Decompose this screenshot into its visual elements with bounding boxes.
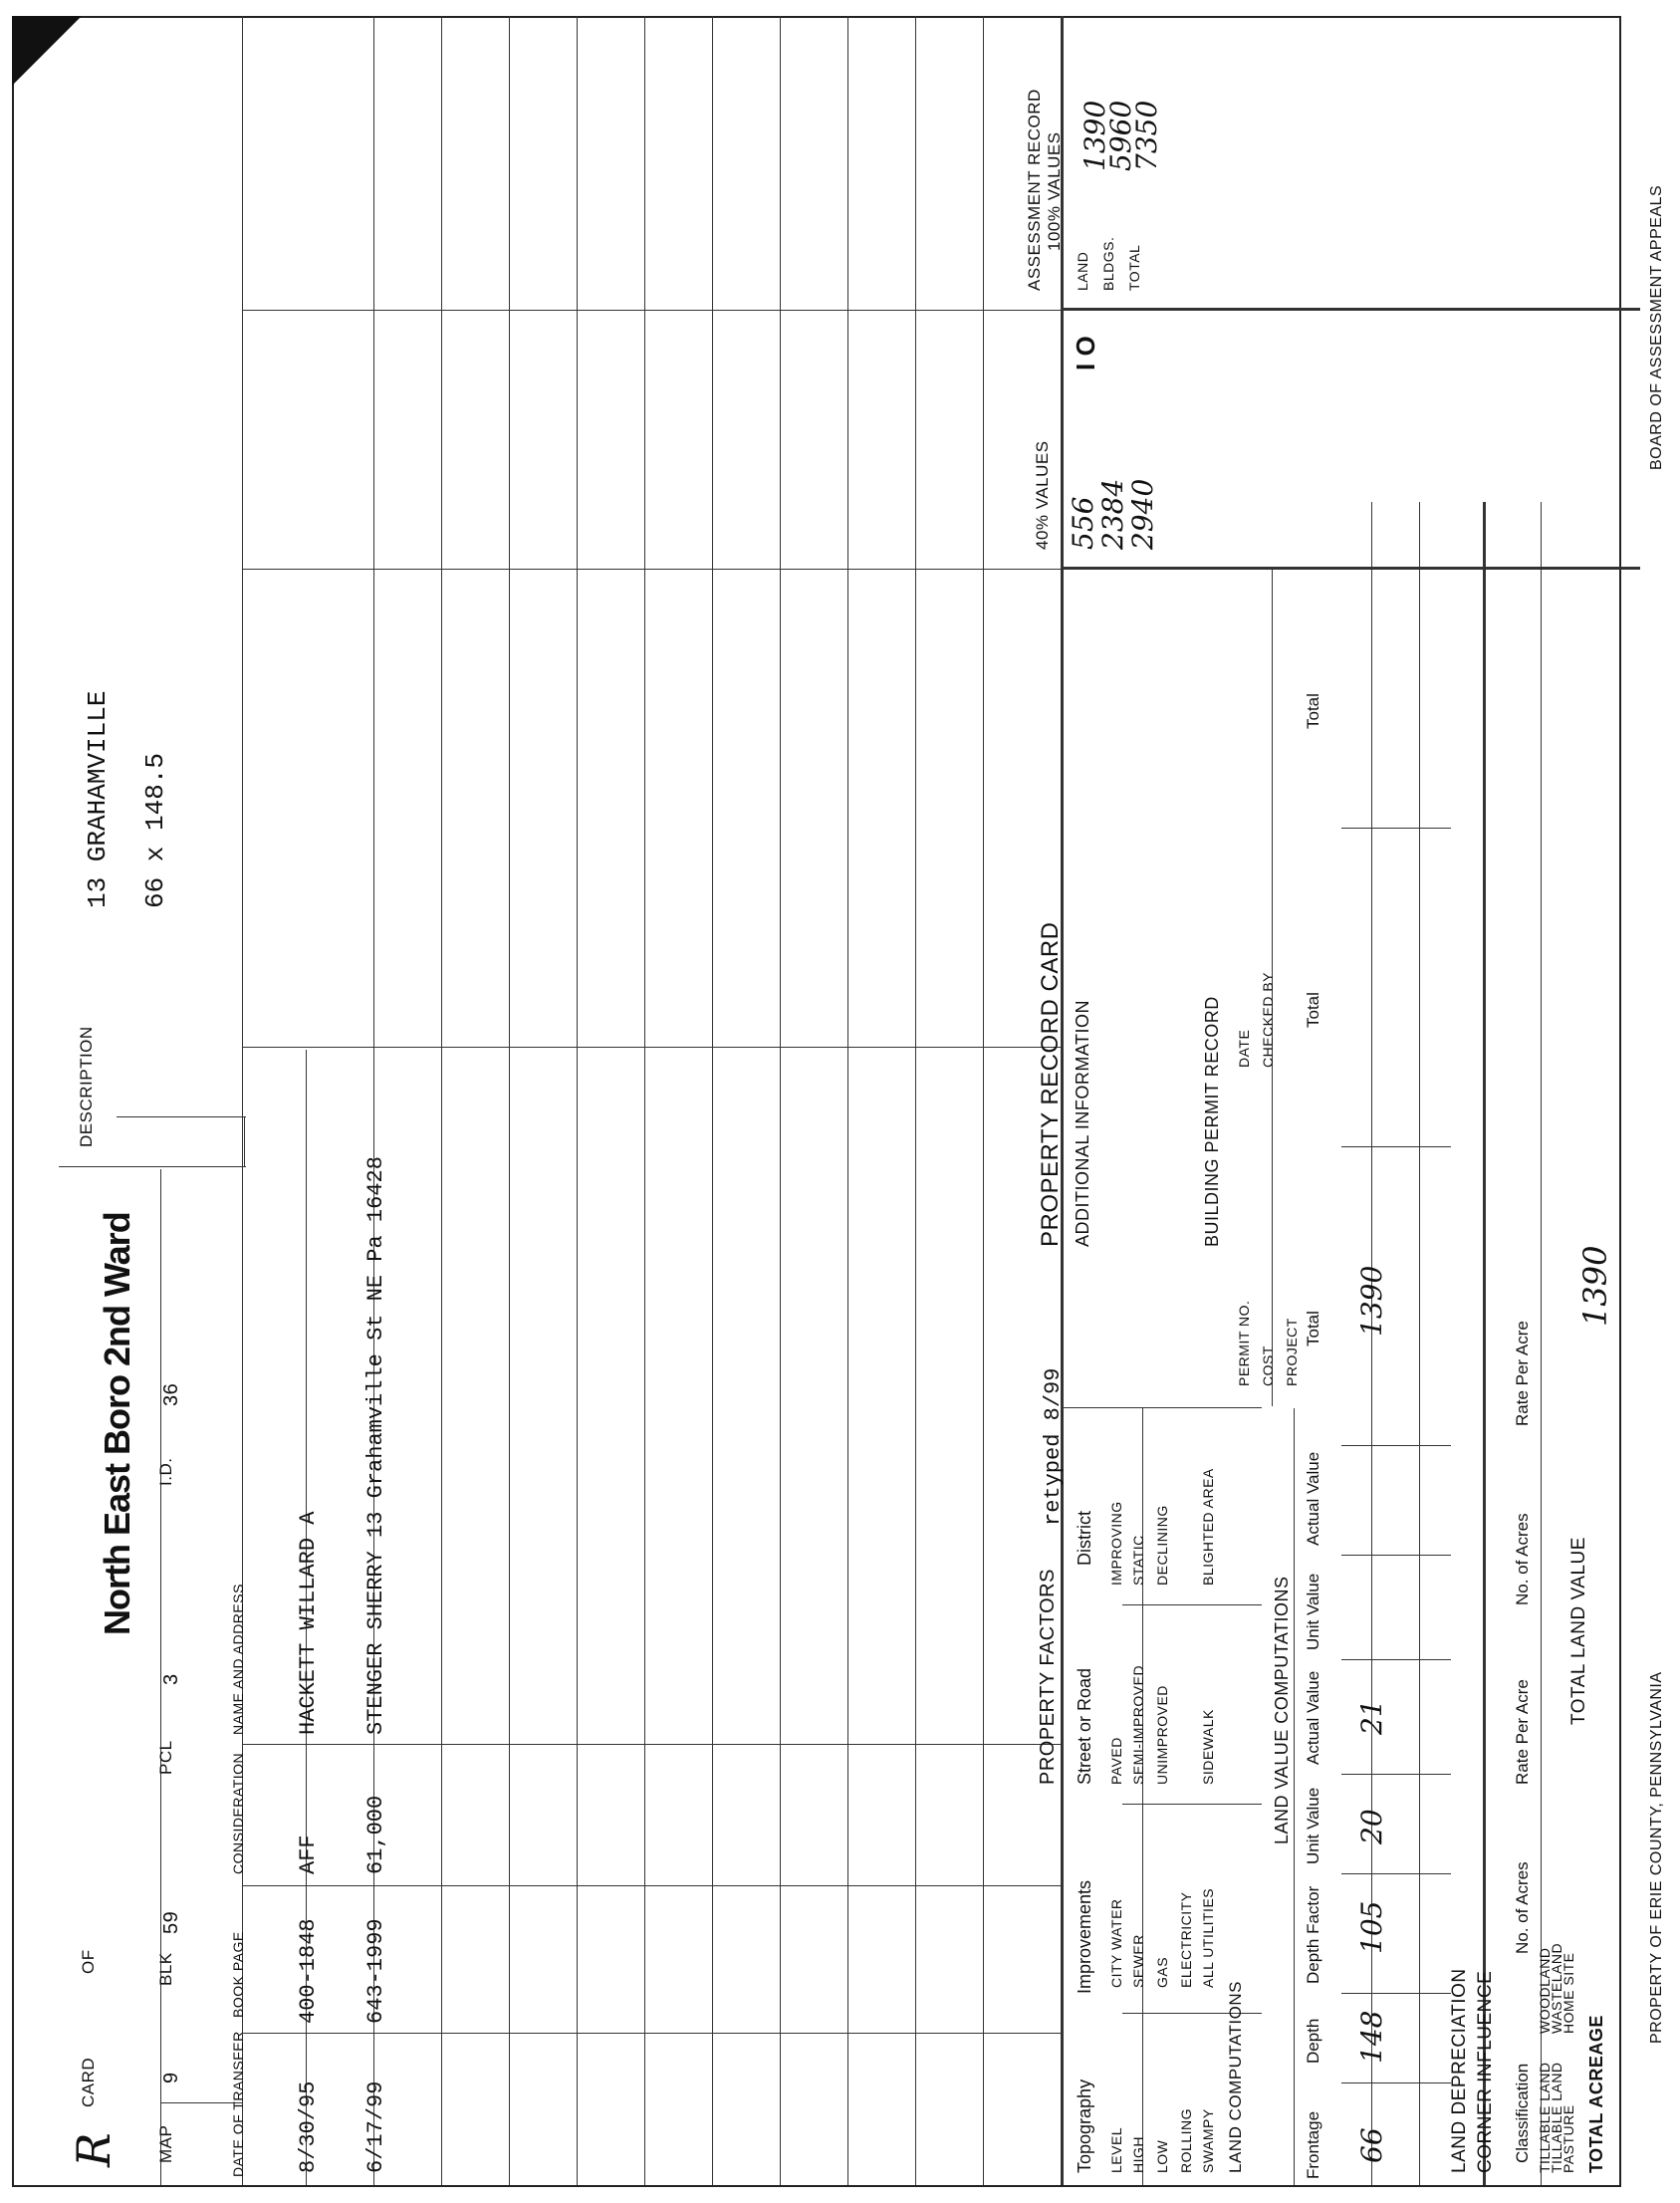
building-permit-label: BUILDING PERMIT RECORD (1202, 996, 1222, 1247)
rule (244, 1117, 245, 1167)
lv-depth-value: 148 (1355, 2010, 1388, 2064)
assessment-total-value: 7350 (1130, 100, 1163, 171)
assessment-land-label: LAND (1075, 251, 1090, 291)
rule (1419, 502, 1420, 2185)
land-computations-label: LAND COMPUTATIONS (1226, 1981, 1245, 2173)
map-value: 9 (160, 2072, 182, 2083)
rule (242, 2033, 1061, 2034)
rule (1341, 1555, 1451, 1556)
rule (1483, 502, 1486, 2185)
lv-unit-value: 20 (1355, 1809, 1388, 1844)
assessment-bldgs-value: 5960 (1104, 100, 1137, 171)
lv-depth-factor-value: 105 (1355, 1900, 1388, 1954)
page-title: North East Boro 2nd Ward (97, 1212, 137, 1635)
district-blighted: BLIGHTED AREA (1200, 1468, 1216, 1586)
forty-values-code: I O (1071, 336, 1100, 370)
improv-sewer: SEWER (1130, 1934, 1146, 1988)
assessment-bldgs-label: BLDGS. (1100, 236, 1116, 291)
street-unimproved: UNIMPROVED (1154, 1685, 1170, 1785)
rule (712, 16, 713, 2185)
forty-value-total: 2940 (1126, 478, 1159, 550)
rule (242, 1744, 1061, 1745)
lv-header-unit-value-2: Unit Value (1304, 1573, 1322, 1650)
acre-header-rate: Rate Per Acre (1513, 1679, 1532, 1785)
corner-influence-label: CORNER INFLUENCE (1475, 1970, 1496, 2173)
rule (1122, 1604, 1262, 1605)
card-frame (12, 16, 1621, 2187)
description-label: DESCRIPTION (77, 1026, 96, 1147)
rule (59, 1166, 246, 1167)
lv-header-depth-factor: Depth Factor (1304, 1885, 1322, 1984)
district-declining: DECLINING (1154, 1505, 1170, 1586)
land-value-title: LAND VALUE COMPUTATIONS (1272, 1576, 1292, 1844)
rule (644, 16, 645, 2185)
description-line-2: 66 x 148.5 (140, 752, 170, 908)
lv-header-actual-value: Actual Value (1304, 1670, 1322, 1765)
district-improving: IMPROVING (1108, 1501, 1124, 1586)
card-label: CARD (79, 2057, 98, 2107)
permit-checked-by-label: CHECKED BY (1260, 971, 1276, 1068)
pcl-value: 3 (160, 1673, 182, 1685)
class-woodland: WOODLAND (1537, 1947, 1553, 2034)
assessment-total-label: TOTAL (1126, 244, 1142, 291)
class-home-site: HOME SITE (1560, 1952, 1576, 2034)
pf-header-street: Street or Road (1075, 1667, 1094, 1785)
transfer-consideration-1: AFF (296, 1835, 321, 1874)
lv-header-unit-value: Unit Value (1304, 1787, 1322, 1864)
topo-rolling: ROLLING (1178, 2108, 1194, 2173)
id-value: 36 (160, 1382, 182, 1406)
initial-mark: R (67, 2132, 120, 2167)
rule (847, 16, 848, 2185)
transfer-name-2: STENGER SHERRY 13 Grahamville St NE Pa 16428 (363, 1156, 388, 1735)
forty-value-land: 556 (1067, 496, 1099, 550)
lv-header-total-3: Total (1304, 693, 1322, 729)
land-depreciation-label: LAND DEPRECIATION (1449, 1968, 1470, 2173)
rule (915, 16, 916, 2185)
improv-gas: GAS (1154, 1956, 1170, 1988)
street-sidewalk: SIDEWALK (1200, 1709, 1216, 1785)
acre-header-classification: Classification (1513, 2063, 1532, 2163)
street-semi-improved: SEMI-IMPROVED (1130, 1664, 1146, 1785)
class-wasteland: WASTELAND (1549, 1942, 1564, 2034)
lv-frontage-value: 66 (1355, 2127, 1388, 2163)
permit-cost-label: COST (1260, 1346, 1276, 1386)
rule (117, 1116, 246, 1117)
rule (1341, 1774, 1451, 1775)
topo-low: LOW (1154, 2139, 1170, 2173)
pf-header-district: District (1075, 1511, 1094, 1566)
district-static: STATIC (1130, 1535, 1146, 1586)
acre-header-rate-2: Rate Per Acre (1513, 1321, 1532, 1426)
lv-header-frontage: Frontage (1304, 2110, 1322, 2179)
rule (1341, 1993, 1451, 1994)
transfer-date-1: 8/30/95 (296, 2081, 321, 2173)
lv-total-value: 1390 (1355, 1265, 1388, 1337)
rule (780, 16, 781, 2185)
class-pasture: PASTURE (1560, 2104, 1576, 2173)
rule (1341, 828, 1451, 829)
rule (509, 16, 510, 2185)
rule (1341, 1445, 1451, 1446)
rule (242, 1885, 1061, 1886)
acre-header-no-acres: No. of Acres (1513, 1861, 1532, 1954)
corner-mark (12, 16, 82, 86)
class-tillable-2: TILLABLE LAND (1549, 2062, 1564, 2173)
rule (577, 16, 578, 2185)
rule (242, 310, 1061, 311)
forty-value-bldgs: 2384 (1096, 478, 1129, 550)
topo-high: HIGH (1130, 2136, 1146, 2173)
rule (1341, 1873, 1451, 1874)
additional-info-label: ADDITIONAL INFORMATION (1073, 999, 1092, 1247)
acre-header-no-acres-2: No. of Acres (1513, 1513, 1532, 1605)
pf-header-improvements: Improvements (1075, 1879, 1094, 1994)
rule (1294, 1408, 1295, 2185)
pf-header-topography: Topography (1075, 2079, 1094, 2173)
footer-left: PROPERTY OF ERIE COUNTY, PENNSYLVANIA (1648, 1671, 1665, 2044)
rule (1122, 1804, 1262, 1805)
id-label: I.D. (156, 1457, 175, 1486)
transfer-consideration-2: 61,000 (363, 1795, 388, 1874)
permit-date-label: DATE (1236, 1029, 1252, 1068)
rule (242, 1047, 1061, 1048)
forty-values-label: 40% VALUES (1033, 440, 1052, 550)
transfer-book-1: 400-1848 (296, 1918, 321, 2024)
lv-header-depth: Depth (1304, 2018, 1322, 2064)
record-card-title: PROPERTY RECORD CARD (1037, 921, 1064, 1247)
rule (1061, 308, 1640, 311)
property-factors-title: PROPERTY FACTORS (1037, 1569, 1059, 1785)
blk-label: BLK (156, 1952, 175, 1986)
permit-project-label: PROJECT (1284, 1318, 1300, 1386)
of-label: OF (79, 1949, 98, 1974)
transfer-name-1: HACKETT WILLARD A (296, 1511, 321, 1735)
total-land-value-label: TOTAL LAND VALUE (1568, 1537, 1589, 1725)
rule (983, 16, 984, 2185)
rule (1142, 1408, 1143, 2185)
assessment-subtitle: 100% VALUES (1045, 131, 1064, 251)
rule (1341, 1659, 1451, 1660)
blk-value: 59 (160, 1910, 182, 1934)
total-acreage-label: TOTAL ACREAGE (1586, 2015, 1606, 2173)
rule (1341, 2082, 1451, 2083)
lv-actual-value: 21 (1355, 1699, 1388, 1735)
rule (1061, 567, 1640, 570)
improv-city-water: CITY WATER (1108, 1898, 1124, 1988)
map-label: MAP (156, 2124, 175, 2163)
permit-no-label: PERMIT NO. (1236, 1300, 1252, 1386)
col-header-book: BOOK PAGE (230, 1931, 246, 2018)
rule (1541, 502, 1542, 2185)
pcl-label: PCL (156, 1740, 175, 1775)
lv-header-total-2: Total (1304, 992, 1322, 1028)
topo-swampy: SWAMPY (1200, 2108, 1216, 2173)
assessment-title: ASSESSMENT RECORD (1025, 89, 1044, 291)
col-header-date: DATE OF TRANSFER (230, 2031, 246, 2177)
street-paved: PAVED (1108, 1737, 1124, 1785)
rule (1341, 1146, 1451, 1147)
rule (1061, 1407, 1262, 1408)
class-tillable-1: TILLABLE LAND (1537, 2062, 1553, 2173)
footer-right: BOARD OF ASSESSMENT APPEALS (1648, 184, 1665, 470)
col-header-consideration: CONSIDERATION (230, 1752, 246, 1874)
retyped-note: retyped 8/99 (1041, 1367, 1066, 1526)
rule (242, 569, 1061, 570)
transfer-date-2: 6/17/99 (363, 2081, 388, 2173)
lv-header-actual-value-2: Actual Value (1304, 1451, 1322, 1546)
topo-level: LEVEL (1108, 2126, 1124, 2173)
assessment-land-value: 1390 (1079, 100, 1111, 171)
lv-header-total: Total (1304, 1311, 1322, 1346)
transfer-book-2: 643-1999 (363, 1918, 388, 2024)
rule (441, 16, 442, 2185)
total-land-value: 1390 (1576, 1245, 1614, 1327)
improv-all-utilities: ALL UTILITIES (1200, 1887, 1216, 1988)
col-header-name: NAME AND ADDRESS (230, 1584, 246, 1735)
improv-electricity: ELECTRICITY (1178, 1891, 1194, 1988)
description-line-1: 13 GRAHAMVILLE (83, 690, 113, 908)
